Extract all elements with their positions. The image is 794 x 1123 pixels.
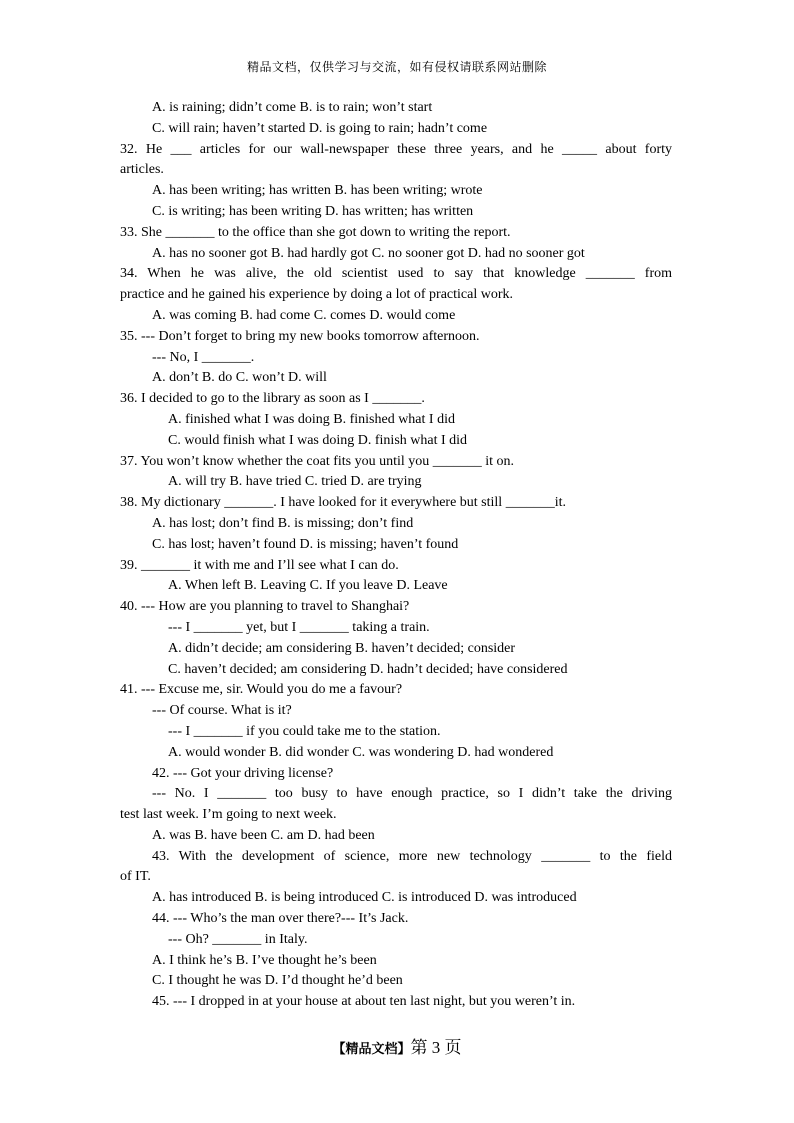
question-line: 35. --- Don’t forget to bring my new books tomorrow afternoon. <box>120 328 480 344</box>
dialogue-line: test last week. I’m going to next week. <box>120 807 337 823</box>
dialogue-line: --- No, I _______. <box>152 349 255 365</box>
option-line: A. has lost; don’t find B. is missing; don’t find <box>152 515 414 531</box>
option-line: C. haven’t decided; am considering D. hadn’t decided; have considered <box>168 661 568 677</box>
option-line: A. didn’t decide; am considering B. haven’t decided; consider <box>168 640 516 656</box>
option-line: A. don’t B. do C. won’t D. will <box>152 370 327 386</box>
exercise-body <box>120 98 672 1013</box>
question-line: 36. I decided to go to the library as soon as I _______. <box>120 391 425 407</box>
dialogue-line: --- No. I _______ too busy to have enough practice, so I didn’t take the driving <box>152 786 672 802</box>
dialogue-line: --- Of course. What is it? <box>152 703 292 719</box>
option-line: A. would wonder B. did wonder C. was wondering D. had wondered <box>168 744 554 760</box>
option-line: A. will try B. have tried C. tried D. are trying <box>168 474 422 490</box>
question-line: 32. He ___ articles for our wall-newspaper these three years, and he _____ about forty <box>120 141 672 157</box>
dialogue-line: --- I _______ yet, but I _______ taking a train. <box>168 619 430 635</box>
question-line: 41. --- Excuse me, sir. Would you do me a favour? <box>120 682 403 698</box>
question-line: 38. My dictionary _______. I have looked for it everywhere but still _______it. <box>120 495 566 511</box>
dialogue-line: --- Oh? _______ in Italy. <box>168 931 308 947</box>
option-line: A. has been writing; has written B. has been writing; wrote <box>152 183 483 199</box>
question-line: articles. <box>120 162 164 178</box>
page-footer <box>0 1033 794 1058</box>
option-line: C. will rain; haven’t started D. is going to rain; hadn’t come <box>152 120 488 136</box>
option-line: C. I thought he was D. I’d thought he’d been <box>152 973 403 989</box>
option-line: A. is raining; didn’t come B. is to rain; won’t start <box>152 100 433 115</box>
option-line: A. When left B. Leaving C. If you leave D. Leave <box>168 578 448 594</box>
option-line: C. is writing; has been writing D. has written; has written <box>152 203 474 219</box>
option-line: A. has introduced B. is being introduced C. is introduced D. was introduced <box>152 890 577 906</box>
option-line: C. has lost; haven’t found D. is missing; haven’t found <box>152 536 459 552</box>
option-line: C. would finish what I was doing D. finish what I did <box>168 432 468 448</box>
question-line: 40. --- How are you planning to travel to Shanghai? <box>120 599 410 615</box>
option-line: A. was coming B. had come C. comes D. would come <box>152 307 456 323</box>
question-line: 42. --- Got your driving license? <box>152 765 334 781</box>
question-line: 45. --- I dropped in at your house at about ten last night, but you weren’t in. <box>152 994 576 1010</box>
question-line: 33. She _______ to the office than she got down to writing the report. <box>120 224 511 240</box>
page-number: 第 3 页 <box>410 1038 462 1057</box>
option-line: A. has no sooner got B. had hardly got C. no sooner got D. had no sooner got <box>152 245 585 261</box>
option-line: A. was B. have been C. am D. had been <box>152 827 375 843</box>
page-header-notice: 精品文档，仅供学习与交流，如有侵权请联系网站删除 <box>246 60 547 74</box>
question-line: of IT. <box>120 869 151 885</box>
question-line: 43. With the development of science, more new technology _______ to the field <box>152 848 672 864</box>
footer-tag: 【精品文档】 <box>332 1042 411 1057</box>
question-line: 34. When he was alive, the old scientist used to say that knowledge _______ from <box>120 266 672 282</box>
dialogue-line: --- I _______ if you could take me to the station. <box>168 723 441 739</box>
question-line: practice and he gained his experience by doing a lot of practical work. <box>120 287 514 303</box>
option-line: A. I think he’s B. I’ve thought he’s been <box>152 952 377 968</box>
question-line: 37. You won’t know whether the coat fits you until you _______ it on. <box>120 453 515 469</box>
option-line: A. finished what I was doing B. finished what I did <box>168 411 455 427</box>
question-line: 39. _______ it with me and I’ll see what I can do. <box>120 557 399 573</box>
question-line: 44. --- Who’s the man over there?--- It’s Jack. <box>152 911 409 927</box>
